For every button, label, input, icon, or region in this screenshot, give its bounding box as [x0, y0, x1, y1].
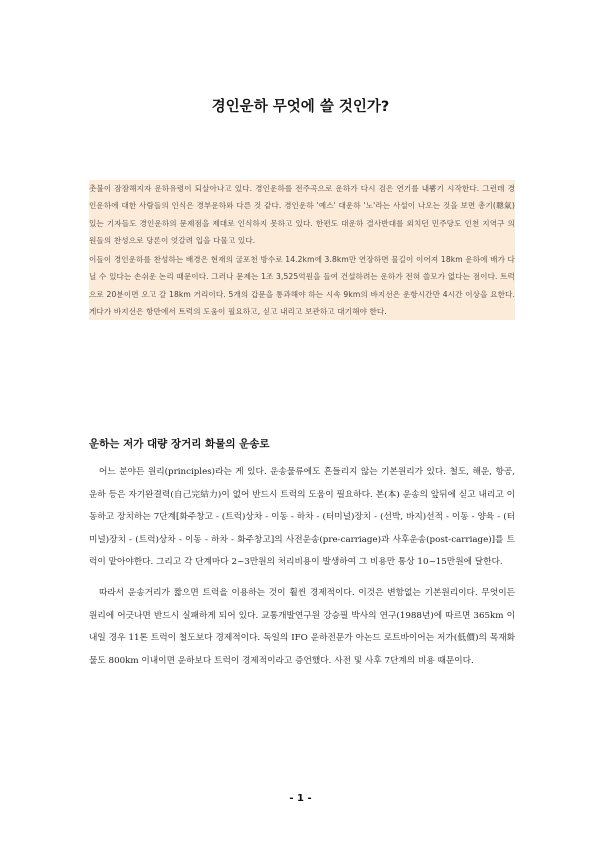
body-paragraph: 어느 분야든 원리(principles)라는 게 있다. 운송물류에도 흔들리지 않는 기본원리가 있다. 철도, 해운, 항공, 운하 등은 자기완결력(自己完結力)이 없어 반드시 트럭의 도움이 필요하다. 본(本) 운송의 앞뒤에 싣고 내리고 이동하고 장치하는 7단계[화주창고 - (트럭)상차 - 이동 - 하차 - (터미널)장치 - (선박, 바지)선적 - 이동 - 양육 - (터미널)장치 - (트럭)상차 - 이동 - 하차 - 화주창고]의 사전운송(pre-carriage)과 사후운송(post-carriage)]를 트럭이 맡아야한다. 그리고 각 단계마다 2~3만원의 처리비용이 발생하여 그 비용만 통상 10~15만원에 달한다. — [89, 467, 515, 568]
intro-box — [89, 180, 515, 320]
page-number: - 1 - — [289, 793, 312, 804]
section-heading: 운하는 저가 대량 장거리 화물의 운송로 — [89, 438, 270, 450]
body-text — [89, 461, 515, 672]
document-title: 경인운하 무엇에 쓸 것인가? — [211, 99, 390, 115]
body-paragraph: 따라서 운송거리가 짧으면 트럭을 이용하는 것이 훨씬 경제적이다. 이것은 변함없는 기본원리이다. 무엇이든 원리에 어긋나면 반드시 실패하게 되어 있다. 교통개발연구원 강승필 박사의 연구(1988년)에 따르면 365km 이내일 경우 11톤 트럭이 철도보다 경제적이다. 독일의 IFO 운하전문가 아논드 로트바이어는 저가(低價)의 목재화물도 800km 이내이면 운하보다 트럭이 경제적이라고 증언했다. 사전 및 사후 7단계의 비용 때문이다. — [89, 587, 515, 666]
intro-paragraph: 촛불이 잠잠해지자 운하유령이 되살아나고 있다. 경인운하를 전주곡으로 운하가 다시 검은 연기를 내뿜기 시작한다. 그런데 경인운하에 대한 사람들의 인식은 경부운하와 다른 것 같다. 경인운하 '예스' 대운하 '노'라는 사설이 나오는 것을 보면 총기(聰氣) 있는 기자들도 경인운하의 문제점을 제대로 인식하지 못하고 있다. 한편도 대운하 결사반대를 외치던 민주당도 인천 지역구 의원들의 찬성으로 당론이 엇갈려 입을 다물고 있다. — [89, 184, 515, 245]
intro-paragraph: 이들이 경인운하를 찬성하는 배경은 현재의 굴포천 방수로 14.2km에 3.8km만 연장하면 물길이 이어져 18km 운하에 배가 다닐 수 있다는 손쉬운 논리 때문이다. 그러나 문제는 1조 3,525억원을 들여 건설하려는 운하가 전혀 쓸모가 없다는 점이다. 트럭으로 20분이면 오고 갈 18km 거리이다. 5개의 갑문을 통과해야 하는 시속 9km의 바지선은 운항시간만 4시간 이상을 요한다. 게다가 바지선은 항만에서 트럭의 도움이 필요하고, 싣고 내리고 보관하고 대기해야 한다. — [89, 255, 515, 317]
